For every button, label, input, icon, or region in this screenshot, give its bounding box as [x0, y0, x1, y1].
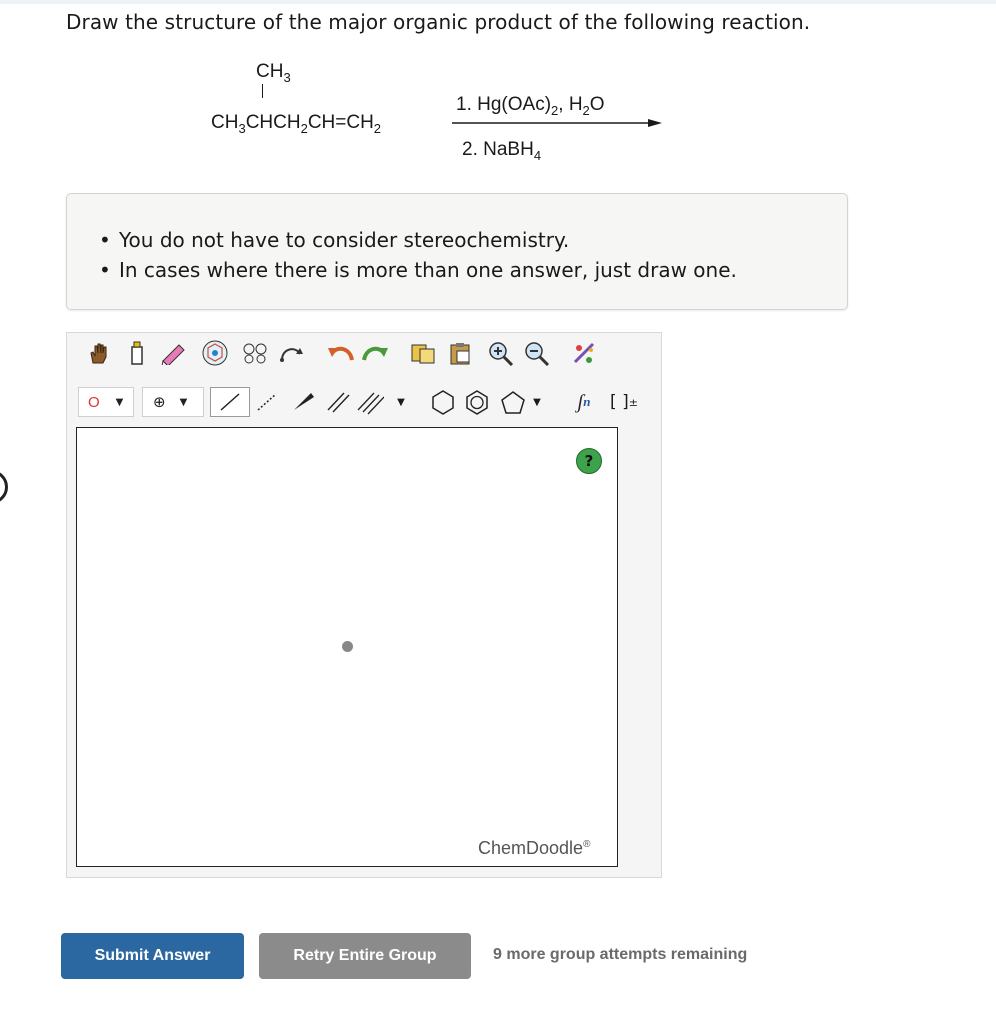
registered-mark: ® — [583, 839, 591, 850]
clean-icon[interactable] — [570, 339, 600, 367]
wedge-bond-icon[interactable] — [288, 388, 318, 416]
canvas-center-dot — [342, 641, 353, 652]
repeat-unit-icon[interactable]: ʃ n — [577, 390, 591, 413]
branch-bond — [262, 84, 263, 98]
substrate-formula: $CH_3CHCH_2CH=CH_2$ — [211, 112, 382, 136]
instruction-item: • In cases where there is more than one answer, just draw one. — [119, 255, 737, 285]
dashed-bond-icon[interactable] — [252, 388, 282, 416]
atom-dropdown-value: O — [88, 393, 100, 411]
single-bond-tool[interactable] — [210, 387, 250, 417]
left-edge-fragment — [0, 470, 8, 504]
reaction-arrow — [452, 117, 664, 129]
ring-chain-icon[interactable] — [240, 339, 270, 367]
redo-icon[interactable] — [360, 339, 390, 367]
undo-icon[interactable] — [326, 339, 356, 367]
chevron-down-icon[interactable]: ▼ — [533, 396, 541, 408]
reagent-step1: 1. $Hg(OAc)_2$, $H_2O$ — [456, 94, 605, 118]
rotate-icon[interactable] — [276, 339, 306, 367]
cyclopentane-icon[interactable] — [498, 388, 528, 416]
zoom-out-icon[interactable] — [522, 339, 552, 367]
triple-bond-icon[interactable] — [354, 388, 384, 416]
retry-entire-group-button[interactable]: Retry Entire Group — [259, 933, 471, 979]
zoom-in-icon[interactable] — [486, 339, 516, 367]
brand-name: ChemDoodle — [478, 838, 584, 858]
template-ring-icon[interactable] — [200, 339, 230, 367]
eraser-bottle-icon[interactable] — [122, 339, 152, 367]
atom-dropdown[interactable] — [78, 387, 134, 417]
paste-icon[interactable] — [446, 339, 476, 367]
question-text: Draw the structure of the major organic product of the following reaction. — [66, 10, 811, 34]
reagent-step2: 2. NaBH$_4$ — [462, 139, 542, 163]
attempts-remaining-text: 9 more group attempts remaining — [493, 946, 748, 963]
chemdoodle-brand — [478, 838, 590, 859]
instructions-box — [66, 193, 848, 310]
chevron-down-icon: ▼ — [179, 396, 188, 408]
substituent-ch3: $CH_3$ — [256, 61, 291, 85]
benzene-icon[interactable] — [462, 388, 492, 416]
single-bond-icon — [211, 388, 249, 416]
charge-dropdown-value: ⊕ — [153, 393, 166, 411]
chevron-down-icon[interactable]: ▼ — [397, 396, 405, 408]
copy-icon[interactable] — [408, 339, 438, 367]
help-icon[interactable]: ? — [576, 448, 602, 474]
cyclohexane-icon[interactable] — [428, 388, 458, 416]
bracket-charge-icon[interactable]: [ ] ± — [610, 392, 638, 412]
submit-answer-button[interactable]: Submit Answer — [61, 933, 244, 979]
eraser-pen-icon[interactable] — [158, 339, 188, 367]
hand-icon[interactable] — [84, 339, 114, 367]
reaction-scheme — [0, 0, 700, 180]
chevron-down-icon: ▼ — [115, 396, 124, 408]
instruction-item: • You do not have to consider stereochemistry. — [119, 225, 737, 255]
charge-dropdown[interactable] — [142, 387, 204, 417]
double-bond-icon[interactable] — [322, 388, 352, 416]
